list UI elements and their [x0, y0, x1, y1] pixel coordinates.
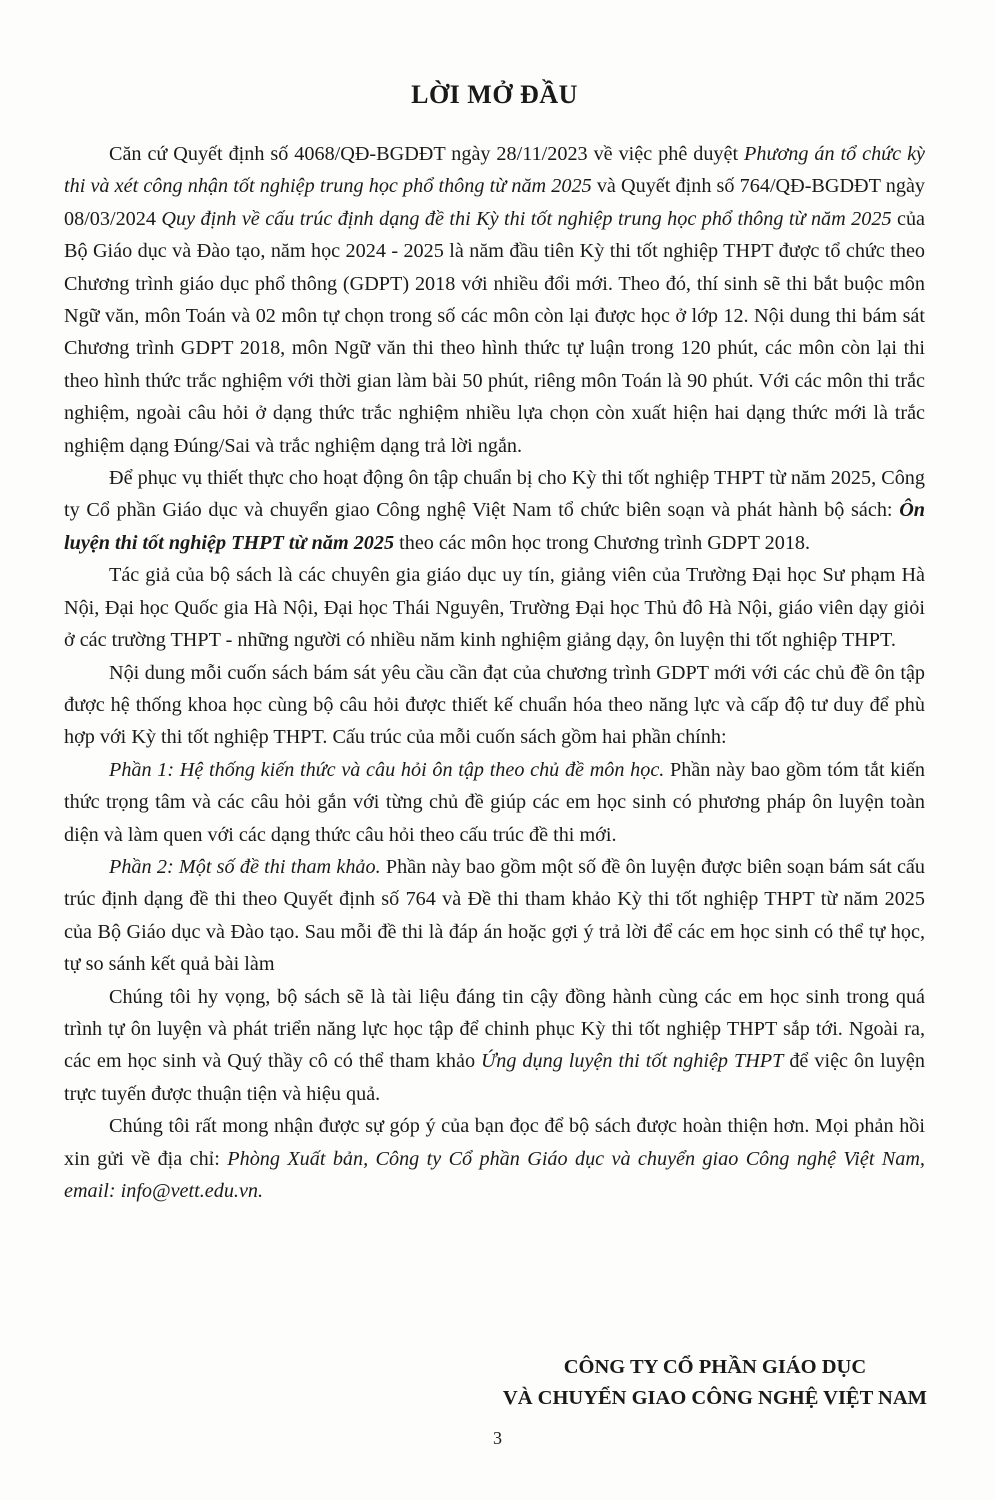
- p6-part-heading: Phần 2: Một số đề thi tham khảo.: [109, 855, 381, 878]
- paragraph-7: [64, 981, 925, 1111]
- paragraph-1: [64, 138, 925, 462]
- signature-block: [503, 1352, 927, 1414]
- paragraph-8: [64, 1110, 925, 1207]
- p7-app-name: Ứng dụng luyện thi tốt nghiệp THPT: [481, 1050, 784, 1073]
- signature-line-2: VÀ CHUYỂN GIAO CÔNG NGHỆ VIỆT NAM: [502, 1387, 927, 1409]
- paragraph-2: [64, 462, 925, 559]
- page-number: 3: [493, 1428, 502, 1448]
- p1-italic-d: Quy định về cấu trúc định dạng đề thi Kỳ thi tốt nghiệp trung học phổ thông từ năm 2025: [161, 207, 892, 230]
- p2-book-title: Ôn luyện thi tốt nghiệp THPT từ năm 2025: [64, 499, 925, 554]
- p5-part-heading: Phần 1: Hệ thống kiến thức và câu hỏi ôn tập theo chủ đề môn học.: [109, 758, 665, 781]
- p2-text-a: Để phục vụ thiết thực cho hoạt động ôn tập chuẩn bị cho Kỳ thi tốt nghiệp THPT từ năm 2025, Công ty Cổ phần Giáo dục và chuyển giao Công nghệ Việt Nam tổ chức biên soạn và phát hành bộ sách:: [64, 467, 925, 522]
- p8-text-a: Chúng tôi rất mong nhận được sự góp ý của bạn đọc để bộ sách được hoàn thiện hơn. Mọi phản hồi xin gửi về địa chỉ:: [64, 1115, 925, 1170]
- signature-line-1: CÔNG TY CỔ PHẦN GIÁO DỤC: [563, 1356, 867, 1378]
- page-title: LỜI MỞ ĐẦU: [411, 80, 578, 109]
- p2-text-c: theo các môn học trong Chương trình GDPT 2018.: [394, 531, 811, 554]
- p1-italic-b: Phương án tổ chức kỳ thi và xét công nhận tốt nghiệp trung học phổ thông từ năm 2025: [64, 143, 925, 198]
- p1-text-a: Căn cứ Quyết định số 4068/QĐ-BGDĐT ngày 28/11/2023 về việc phê duyệt: [109, 143, 745, 165]
- p5-text: Phần này bao gồm tóm tắt kiến thức trọng tâm và các câu hỏi gắn với từng chủ đề giúp các em học sinh có phương pháp ôn luyện toàn diện và làm quen với các dạng thức câu hỏi theo cấu trúc đề thi mới.: [64, 758, 925, 846]
- p7-text-c: để việc ôn luyện trực tuyến được thuận tiện và hiệu quả.: [64, 1050, 925, 1105]
- p1-text-c: và Quyết định số 764/QĐ-BGDĐT ngày 08/03/2024: [64, 175, 925, 230]
- p6-text: Phần này bao gồm một số đề ôn luyện được biên soạn bám sát cấu trúc định dạng đề thi theo Quyết định số 764 và Đề thi tham khảo Kỳ thi tốt nghiệp THPT từ năm 2025 của Bộ Giáo dục và Đào tạo. Sau mỗi đề thi là đáp án hoặc gợi ý trả lời để các em học sinh có thể tự học, tự so sánh kết quả bài làm: [64, 855, 925, 976]
- p7-text-a: Chúng tôi hy vọng, bộ sách sẽ là tài liệu đáng tin cậy đồng hành cùng các em học sinh trong quá trình tự ôn luyện và phát triển năng lực học tập để chinh phục Kỳ thi tốt nghiệp THPT sắp tới. Ngoài ra, các em học sinh và Quý thầy cô có thể tham khảo: [64, 985, 925, 1073]
- paragraph-6: [64, 851, 925, 981]
- p8-contact-address: Phòng Xuất bản, Công ty Cổ phần Giáo dục và chuyển giao Công nghệ Việt Nam, email: info@vett.edu.vn.: [64, 1147, 925, 1202]
- paragraph-5: [64, 754, 925, 851]
- p1-text-e: của Bộ Giáo dục và Đào tạo, năm học 2024 - 2025 là năm đầu tiên Kỳ thi tốt nghiệp THPT được tổ chức theo Chương trình giáo dục phổ thông (GDPT) 2018 với nhiều đổi mới. Theo đó, thí sinh sẽ thi bắt buộc môn Ngữ văn, môn Toán và 02 môn tự chọn trong số các môn còn lại được học ở lớp 12. Nội dung thi bám sát Chương trình GDPT 2018, môn Ngữ văn thi theo hình thức tự luận trong 120 phút, các môn còn lại thi theo hình thức trắc nghiệm với thời gian làm bài 50 phút, riêng môn Toán là 90 phút. Với các môn thi trắc nghiệm, ngoài câu hỏi ở dạng thức trắc nghiệm nhiều lựa chọn còn xuất hiện hai dạng thức mới là trắc nghiệm dạng Đúng/Sai và trắc nghiệm dạng trả lời ngắn.: [64, 207, 926, 457]
- paragraph-4: Nội dung mỗi cuốn sách bám sát yêu cầu cần đạt của chương trình GDPT mới với các chủ đề ôn tập được hệ thống khoa học cùng bộ câu hỏi được thiết kế chuẩn hóa theo năng lực và cấp độ tư duy để phù hợp với Kỳ thi tốt nghiệp THPT. Cấu trúc của mỗi cuốn sách gồm hai phần chính:: [64, 661, 925, 749]
- paragraph-3: Tác giả của bộ sách là các chuyên gia giáo dục uy tín, giảng viên của Trường Đại học Sư phạm Hà Nội, Đại học Quốc gia Hà Nội, Đại học Thái Nguyên, Trường Đại học Thủ đô Hà Nội, giáo viên dạy giỏi ở các trường THPT - những người có nhiều năm kinh nghiệm giảng dạy, ôn luyện thi tốt nghiệp THPT.: [64, 564, 925, 652]
